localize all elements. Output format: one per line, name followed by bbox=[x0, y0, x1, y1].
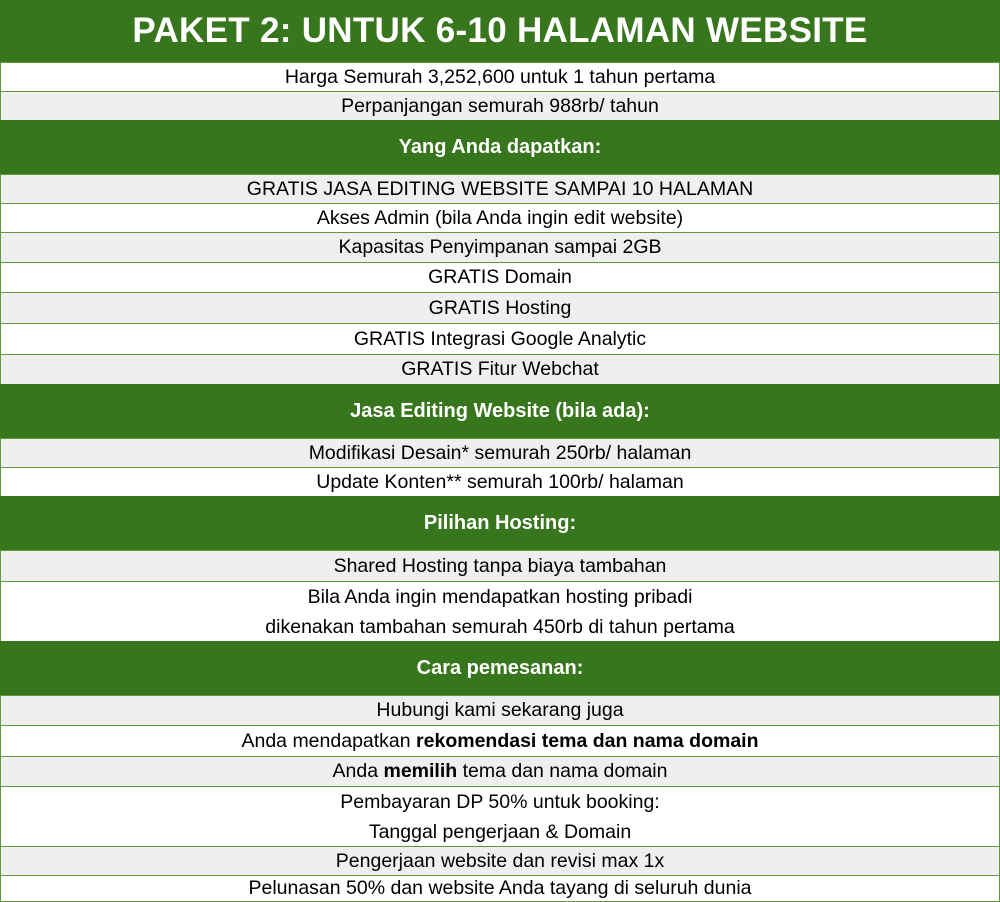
order-step3-bold: memilih bbox=[383, 760, 458, 782]
editing-item: Update Konten** semurah 100rb/ halaman bbox=[0, 467, 1000, 496]
hosting-private-line2: dikenakan tambahan semurah 450rb di tahun pertama bbox=[265, 615, 735, 638]
order-step3-suffix: tema dan nama domain bbox=[457, 760, 668, 782]
order-step: Pengerjaan website dan revisi max 1x bbox=[0, 846, 1000, 875]
benefit-item: GRATIS Domain bbox=[0, 262, 1000, 292]
order-step: Pelunasan 50% dan website Anda tayang di seluruh dunia bbox=[0, 875, 1000, 902]
price-row: Harga Semurah 3,252,600 untuk 1 tahun pertama bbox=[0, 62, 1000, 91]
order-heading: Cara pemesanan: bbox=[0, 641, 1000, 695]
benefit-item: GRATIS Fitur Webchat bbox=[0, 354, 1000, 384]
order-step2-text: Anda mendapatkan bbox=[241, 729, 417, 752]
hosting-shared: Shared Hosting tanpa biaya tambahan bbox=[0, 550, 1000, 581]
benefit-item: GRATIS JASA EDITING WEBSITE SAMPAI 10 HALAMAN bbox=[0, 174, 1000, 203]
renewal-row: Perpanjangan semurah 988rb/ tahun bbox=[0, 91, 1000, 120]
editing-item: Modifikasi Desain* semurah 250rb/ halaman bbox=[0, 438, 1000, 467]
hosting-private-line1: Bila Anda ingin mendapatkan hosting pribadi bbox=[307, 585, 693, 608]
package-title: PAKET 2: UNTUK 6-10 HALAMAN WEBSITE bbox=[0, 0, 1000, 62]
order-step4-line2: Tanggal pengerjaan & Domain bbox=[368, 820, 632, 843]
benefit-item: GRATIS Hosting bbox=[0, 292, 1000, 323]
order-step: Hubungi kami sekarang juga bbox=[0, 695, 1000, 725]
hosting-private bbox=[0, 581, 1000, 641]
benefit-item: GRATIS Integrasi Google Analytic bbox=[0, 323, 1000, 354]
order-step-payment bbox=[0, 786, 1000, 846]
order-step bbox=[0, 725, 1000, 756]
order-step4-line1: Pembayaran DP 50% untuk booking: bbox=[340, 790, 660, 813]
editing-heading: Jasa Editing Website (bila ada): bbox=[0, 384, 1000, 438]
order-step3-prefix: Anda bbox=[332, 760, 384, 782]
benefit-item: Akses Admin (bila Anda ingin edit website) bbox=[0, 203, 1000, 232]
benefits-heading: Yang Anda dapatkan: bbox=[0, 120, 1000, 174]
benefit-item: Kapasitas Penyimpanan sampai 2GB bbox=[0, 232, 1000, 262]
order-step bbox=[0, 756, 1000, 786]
order-step2-bold: rekomendasi tema dan nama domain bbox=[416, 729, 759, 752]
hosting-heading: Pilihan Hosting: bbox=[0, 496, 1000, 550]
